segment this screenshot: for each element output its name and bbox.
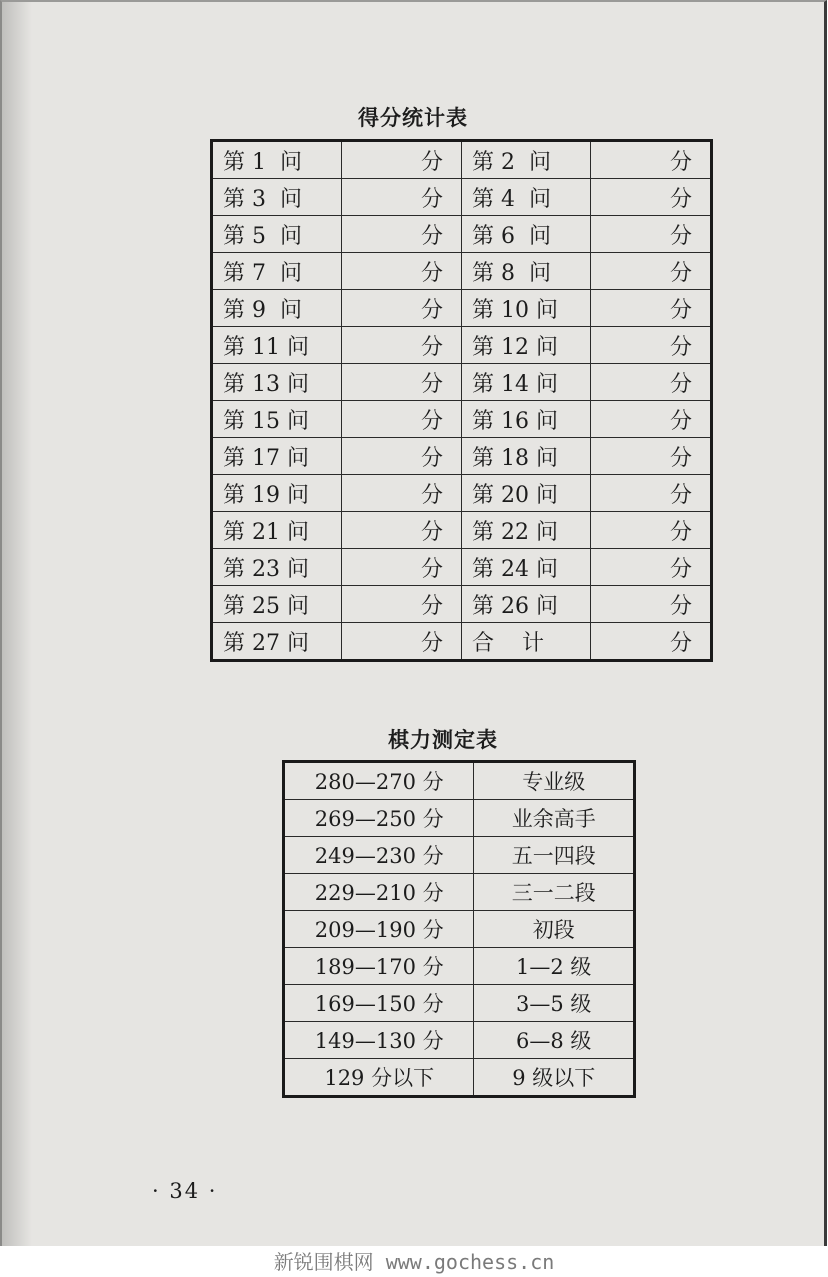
score-cell: 分 [591, 327, 712, 364]
table-row [284, 1022, 635, 1059]
score-cell: 分 [591, 586, 712, 623]
question-cell: 第 3 问 [212, 179, 342, 216]
question-cell: 第 27 问 [212, 623, 342, 661]
score-cell: 分 [342, 549, 462, 586]
table-row [284, 985, 635, 1022]
question-cell: 第 1 问 [212, 141, 342, 179]
level-cell: 1—2 级 [474, 948, 635, 985]
question-cell: 第 14 问 [461, 364, 590, 401]
question-cell: 第 13 问 [212, 364, 342, 401]
score-cell: 分 [591, 253, 712, 290]
score-cell: 分 [342, 327, 462, 364]
level-cell: 专业级 [474, 762, 635, 800]
score-cell: 分 [591, 179, 712, 216]
level-cell: 3—5 级 [474, 985, 635, 1022]
question-cell: 第 25 问 [212, 586, 342, 623]
question-cell: 第 7 问 [212, 253, 342, 290]
score-cell: 分 [342, 364, 462, 401]
question-cell: 第 24 问 [461, 549, 590, 586]
question-cell: 第 9 问 [212, 290, 342, 327]
score-cell: 分 [591, 216, 712, 253]
question-cell: 第 15 问 [212, 401, 342, 438]
table-row [212, 623, 712, 661]
score-cell: 分 [342, 179, 462, 216]
table-row [212, 438, 712, 475]
table-row [212, 141, 712, 179]
score-cell: 分 [342, 438, 462, 475]
question-cell: 第 12 问 [461, 327, 590, 364]
score-range-cell: 269—250 分 [284, 800, 474, 837]
table-row [212, 549, 712, 586]
score-range-cell: 229—210 分 [284, 874, 474, 911]
level-cell: 6—8 级 [474, 1022, 635, 1059]
question-cell: 第 19 问 [212, 475, 342, 512]
question-cell: 第 18 问 [461, 438, 590, 475]
score-cell: 分 [342, 475, 462, 512]
score-cell: 分 [342, 141, 462, 179]
question-cell: 第 16 问 [461, 401, 590, 438]
watermark: 新锐围棋网 www.gochess.cn [273, 1250, 555, 1274]
table-row [212, 512, 712, 549]
score-table [210, 139, 713, 662]
table-row [284, 911, 635, 948]
score-cell: 分 [342, 216, 462, 253]
table-row [284, 1059, 635, 1097]
table-row [212, 179, 712, 216]
table-row [212, 401, 712, 438]
score-range-cell: 209—190 分 [284, 911, 474, 948]
score-cell: 分 [591, 401, 712, 438]
score-cell: 分 [342, 401, 462, 438]
question-cell: 第 23 问 [212, 549, 342, 586]
table-row [212, 327, 712, 364]
score-range-cell: 149—130 分 [284, 1022, 474, 1059]
table-row [284, 800, 635, 837]
page-number: · 34 · [152, 1179, 218, 1203]
score-cell: 分 [591, 475, 712, 512]
table-row [212, 216, 712, 253]
score-cell: 分 [591, 549, 712, 586]
level-cell: 三一二段 [474, 874, 635, 911]
table-row [212, 586, 712, 623]
question-cell: 第 2 问 [461, 141, 590, 179]
level-cell: 业余高手 [474, 800, 635, 837]
score-cell: 分 [591, 623, 712, 661]
question-cell: 合 计 [461, 623, 590, 661]
table-row [212, 253, 712, 290]
question-cell: 第 6 问 [461, 216, 590, 253]
score-cell: 分 [591, 438, 712, 475]
question-cell: 第 5 问 [212, 216, 342, 253]
question-cell: 第 17 问 [212, 438, 342, 475]
question-cell: 第 8 问 [461, 253, 590, 290]
table-row [212, 364, 712, 401]
table-row [212, 475, 712, 512]
score-range-cell: 280—270 分 [284, 762, 474, 800]
question-cell: 第 10 问 [461, 290, 590, 327]
score-range-cell: 189—170 分 [284, 948, 474, 985]
score-cell: 分 [591, 512, 712, 549]
rating-table-title: 棋力测定表 [388, 728, 498, 752]
score-cell: 分 [591, 141, 712, 179]
score-cell: 分 [591, 364, 712, 401]
question-cell: 第 4 问 [461, 179, 590, 216]
table-row [284, 762, 635, 800]
score-table-title: 得分统计表 [358, 106, 468, 130]
score-cell: 分 [342, 623, 462, 661]
score-range-cell: 169—150 分 [284, 985, 474, 1022]
table-row [212, 290, 712, 327]
score-range-cell: 129 分以下 [284, 1059, 474, 1097]
score-cell: 分 [591, 290, 712, 327]
rating-table [282, 760, 636, 1098]
question-cell: 第 11 问 [212, 327, 342, 364]
score-cell: 分 [342, 253, 462, 290]
question-cell: 第 22 问 [461, 512, 590, 549]
question-cell: 第 26 问 [461, 586, 590, 623]
question-cell: 第 20 问 [461, 475, 590, 512]
level-cell: 初段 [474, 911, 635, 948]
score-cell: 分 [342, 586, 462, 623]
score-cell: 分 [342, 290, 462, 327]
question-cell: 第 21 问 [212, 512, 342, 549]
table-row [284, 874, 635, 911]
table-row [284, 948, 635, 985]
table-row [284, 837, 635, 874]
level-cell: 9 级以下 [474, 1059, 635, 1097]
level-cell: 五一四段 [474, 837, 635, 874]
score-range-cell: 249—230 分 [284, 837, 474, 874]
score-cell: 分 [342, 512, 462, 549]
page-shadow [2, 2, 32, 1246]
